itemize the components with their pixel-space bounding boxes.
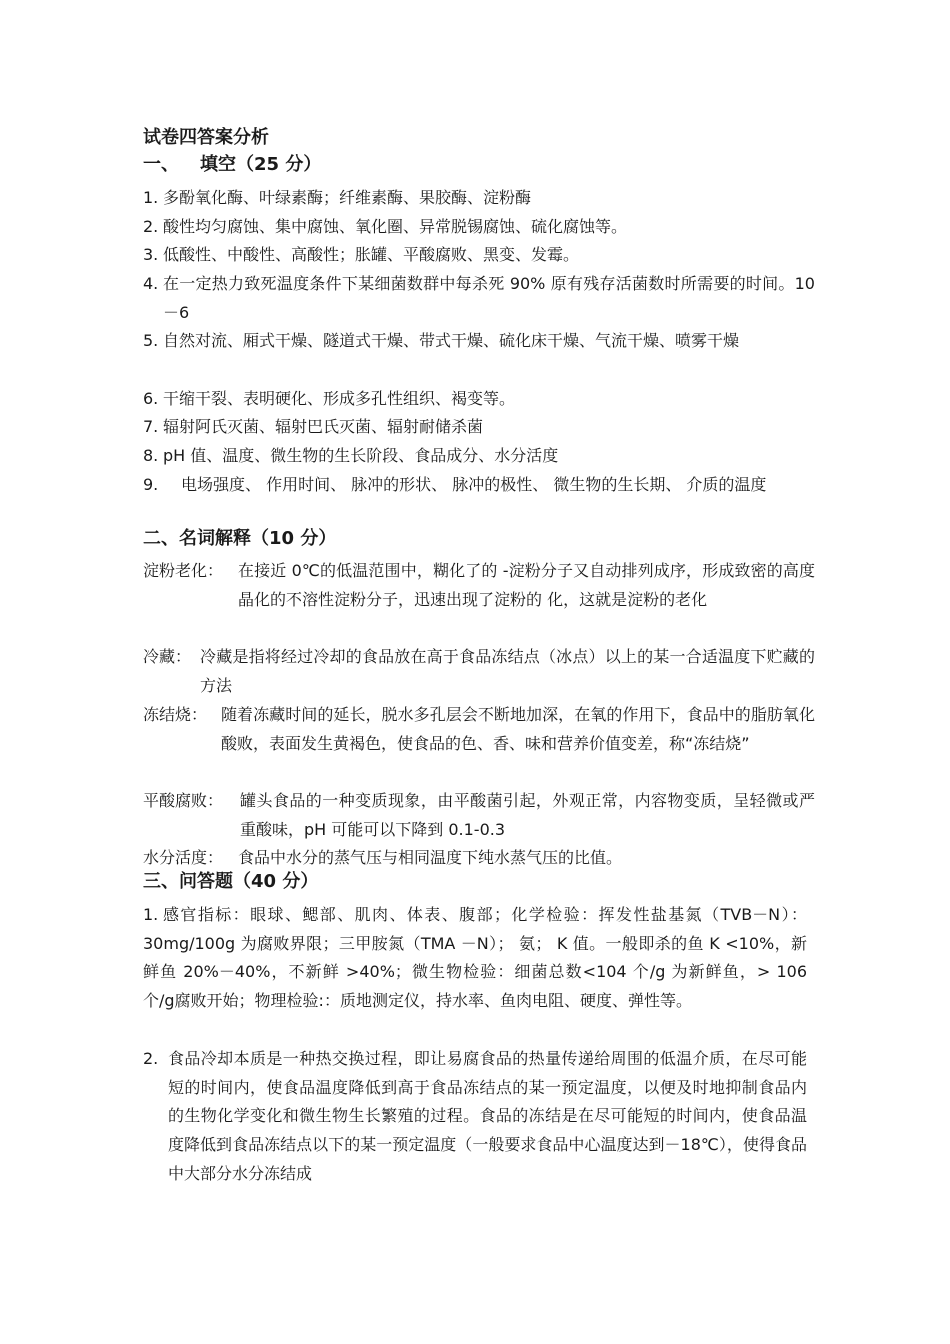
item-text: 电场强度、 作用时间、 脉冲的形状、 脉冲的极性、 微生物的生长期、 介质的温度 (181, 475, 767, 494)
item-text: 低酸性、中酸性、高酸性；胀罐、平酸腐败、黑变、发霉。 (163, 245, 580, 264)
item-text: 辐射阿氏灭菌、辐射巴氏灭菌、辐射耐储杀菌 (163, 417, 484, 436)
definition-item (143, 643, 815, 700)
term-definition: 冷藏是指将经过冷却的食品放在高于食品冻结点（冰点）以上的某一合适温度下贮藏的方法 (200, 647, 815, 695)
term-label: 水分活度： (143, 848, 224, 867)
list-item (143, 327, 815, 356)
item-number: 3. (143, 245, 159, 264)
definition-item (143, 701, 815, 758)
section-title: 填空（25 分） (200, 154, 322, 175)
document-title: 试卷四答案分析 (143, 127, 269, 148)
list-item (143, 184, 815, 213)
section-heading-questions (143, 868, 318, 896)
list-item (143, 385, 815, 414)
item-text: 干缩干裂、表明硬化、形成多孔性组织、褐变等。 (163, 389, 516, 408)
section-title: 名词解释（10 分） (179, 528, 337, 549)
item-number: 1. (143, 188, 159, 207)
item-text: 多酚氧化酶、叶绿素酶；纤维素酶、果胶酶、淀粉酶 (163, 188, 532, 207)
list-item (143, 413, 815, 442)
answer-item (143, 901, 807, 1016)
section-number: 一、 (143, 154, 179, 175)
definition-item (143, 787, 815, 844)
item-number: 6. (143, 389, 159, 408)
item-number: 1. (143, 905, 159, 924)
item-text: 食品冷却本质是一种热交换过程，即让易腐食品的热量传递给周围的低温介质，在尽可能短的时间内，使食品温度降低到高于食品冻结点的某一预定温度，以便及时地抑制食品内的生物化学变化和微生物生长繁殖的过程。食品的冻结是在尽可能短的时间内，使食品温度降低到食品冻结点以下的某一预定温度（一般要求食品中心温度达到－18℃），使得食品中大部分水分冻结成 (168, 1049, 807, 1183)
term-label: 淀粉老化： (143, 561, 224, 580)
list-item (143, 270, 815, 327)
term-definition: 食品中水分的蒸气压与相同温度下纯水蒸气压的比值。 (238, 848, 623, 867)
term-label: 平酸腐败： (143, 791, 224, 810)
term-definition: 在接近 0℃的低温范围中，糊化了的 -淀粉分子又自动排列成序，形成致密的高度晶化的不溶性淀粉分子，迅速出现了淀粉的 化，这就是淀粉的老化 (238, 561, 815, 609)
section-heading-definitions (143, 525, 336, 553)
section-number: 三、 (143, 871, 179, 892)
item-text: 酸性均匀腐蚀、集中腐蚀、氧化圈、异常脱锡腐蚀、硫化腐蚀等。 (163, 217, 628, 236)
item-text: 自然对流、厢式干燥、隧道式干燥、带式干燥、硫化床干燥、气流干燥、喷雾干燥 (163, 331, 740, 350)
item-number: 2. (143, 217, 159, 236)
section-heading-fill-blank (143, 151, 321, 179)
term-label: 冻结烧： (143, 705, 208, 724)
item-number: 7. (143, 417, 159, 436)
list-item (143, 442, 815, 471)
section-title: 问答题（40 分） (179, 871, 319, 892)
term-label: 冷藏： (143, 647, 192, 666)
item-number: 4. (143, 274, 159, 293)
list-item (143, 241, 815, 270)
section-number: 二、 (143, 528, 179, 549)
answer-item (143, 1045, 807, 1189)
item-number: 9. (143, 475, 159, 494)
list-item (143, 213, 815, 242)
item-text: 在一定热力致死温度条件下某细菌数群中每杀死 90% 原有残存活菌数时所需要的时间。10－6 (163, 274, 815, 322)
list-item (143, 471, 815, 500)
item-text: 感官指标：眼球、鳃部、肌肉、体表、腹部；化学检验：挥发性盐基氮（TVB－N）：30mg/100g 为腐败界限；三甲胺氮（TMA －N）； 氨； K 值。一般即杀的鱼 K <10%，新鲜鱼 20%－40%，不新鲜 >40%；微生物检验：细菌总数<104 个/g 为新鲜鱼，> 106 个/g腐败开始；物理检验:：质地测定仪，持水率、鱼肉电阻、硬度、弹性等。 (143, 905, 807, 1011)
item-number: 2. (143, 1049, 159, 1068)
item-text: pH 值、温度、微生物的生长阶段、食品成分、水分活度 (163, 446, 559, 465)
item-number: 5. (143, 331, 159, 350)
term-definition: 罐头食品的一种变质现象，由平酸菌引起，外观正常，内容物变质，呈轻微或严重酸味，pH 可能可以下降到 0.1-0.3 (240, 791, 815, 839)
term-definition: 随着冻藏时间的延长，脱水多孔层会不断地加深，在氧的作用下，食品中的脂肪氧化酸败，表面发生黄褐色，使食品的色、香、味和营养价值变差，称“冻结烧” (221, 705, 815, 753)
item-number: 8. (143, 446, 159, 465)
definition-item (143, 557, 815, 614)
